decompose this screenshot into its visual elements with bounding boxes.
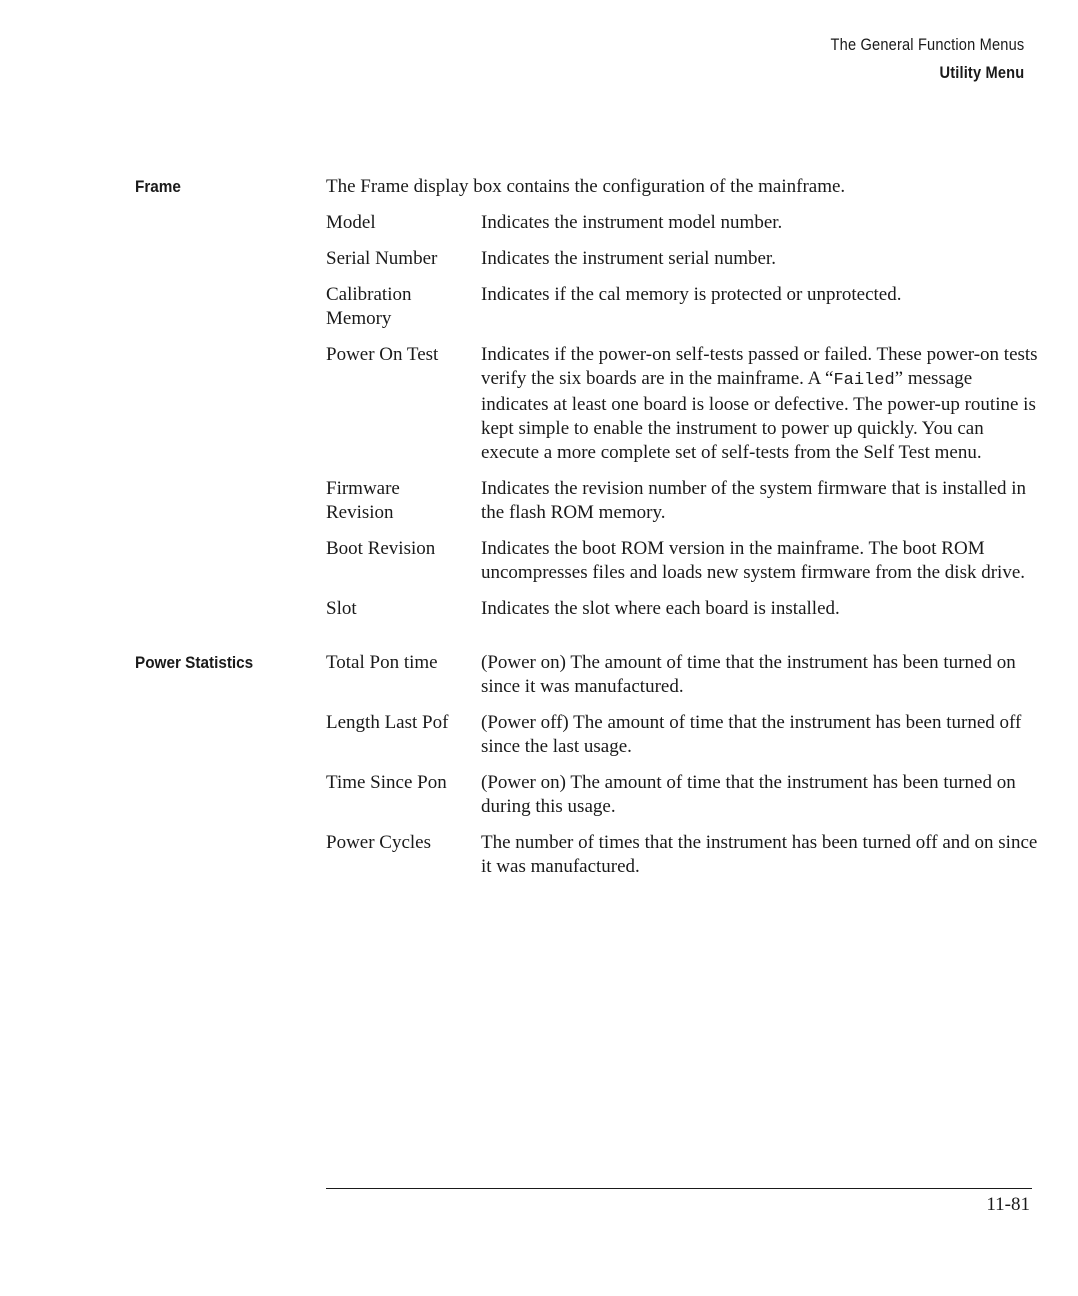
chapter-title: The General Function Menus (830, 35, 1024, 54)
term: Serial Number (326, 248, 438, 269)
definition-entry-firmware-revision (326, 477, 1078, 525)
description: (Power on) The amount of time that the instrument has been turned on since it was manufactured. (481, 652, 1016, 697)
description: (Power on) The amount of time that the instrument has been turned on during this usage. (481, 772, 1016, 817)
definition-entry-length-last-pof (326, 711, 1078, 759)
description: Indicates if the cal memory is protected or unprotected. (481, 284, 902, 305)
frame-section (0, 175, 1078, 621)
frame-intro: The Frame display box contains the configuration of the mainframe. (326, 176, 846, 197)
frame-heading: Frame (135, 177, 181, 196)
description-part: Indicates if the power-on self-tests passed or failed. These power-on tests verify the six boards are in the mainframe. A “ (481, 344, 1038, 389)
definition-entry-calibration-memory (326, 283, 1078, 331)
section-spacer (0, 633, 1078, 651)
term: Calibration Memory (326, 284, 412, 329)
definition-entry-model (326, 211, 1078, 235)
term: Model (326, 212, 376, 233)
description: Indicates the instrument model number. (481, 212, 783, 233)
description (481, 343, 1041, 465)
definition-entry-power-cycles (326, 831, 1078, 879)
definition-entry-time-since-pon (326, 771, 1078, 819)
definition-entry-slot (326, 597, 1078, 621)
term: Slot (326, 598, 357, 619)
description: Indicates the instrument serial number. (481, 248, 776, 269)
term: Firmware Revision (326, 478, 400, 523)
description: The number of times that the instrument has been turned off and on since it was manufactured. (481, 832, 1038, 877)
page-content (0, 175, 1078, 891)
power-statistics-heading: Power Statistics (135, 653, 254, 672)
power-statistics-section (0, 651, 1078, 879)
section-title: Utility Menu (939, 63, 1024, 82)
definition-entry-boot-revision (326, 537, 1078, 585)
failed-message-code: Failed (833, 371, 895, 390)
page-number: 11-81 (986, 1194, 1030, 1215)
description: (Power off) The amount of time that the instrument has been turned off since the last usage. (481, 712, 1022, 757)
description-part: ” message indicates at least one board is loose or defective. The power-up routine is kept simple to enable the instrument to power up quickly. You can execute a more complete set of self-tests from the Self Test menu. (481, 368, 1036, 463)
term: Length Last Pof (326, 712, 449, 733)
term: Time Since Pon (326, 772, 447, 793)
description: Indicates the boot ROM version in the mainframe. The boot ROM uncompresses files and loads new system firmware from the disk drive. (481, 538, 1026, 583)
footer-rule (326, 1188, 1032, 1189)
term: Boot Revision (326, 538, 436, 559)
running-header (830, 31, 1024, 87)
term: Power On Test (326, 344, 439, 365)
definition-entry-power-on-test (326, 343, 1078, 465)
description: Indicates the revision number of the system firmware that is installed in the flash ROM memory. (481, 478, 1027, 523)
term: Total Pon time (326, 652, 438, 673)
definition-entry-total-pon-time (326, 651, 1078, 699)
definition-entry-serial-number (326, 247, 1078, 271)
term: Power Cycles (326, 832, 432, 853)
description: Indicates the slot where each board is installed. (481, 598, 840, 619)
